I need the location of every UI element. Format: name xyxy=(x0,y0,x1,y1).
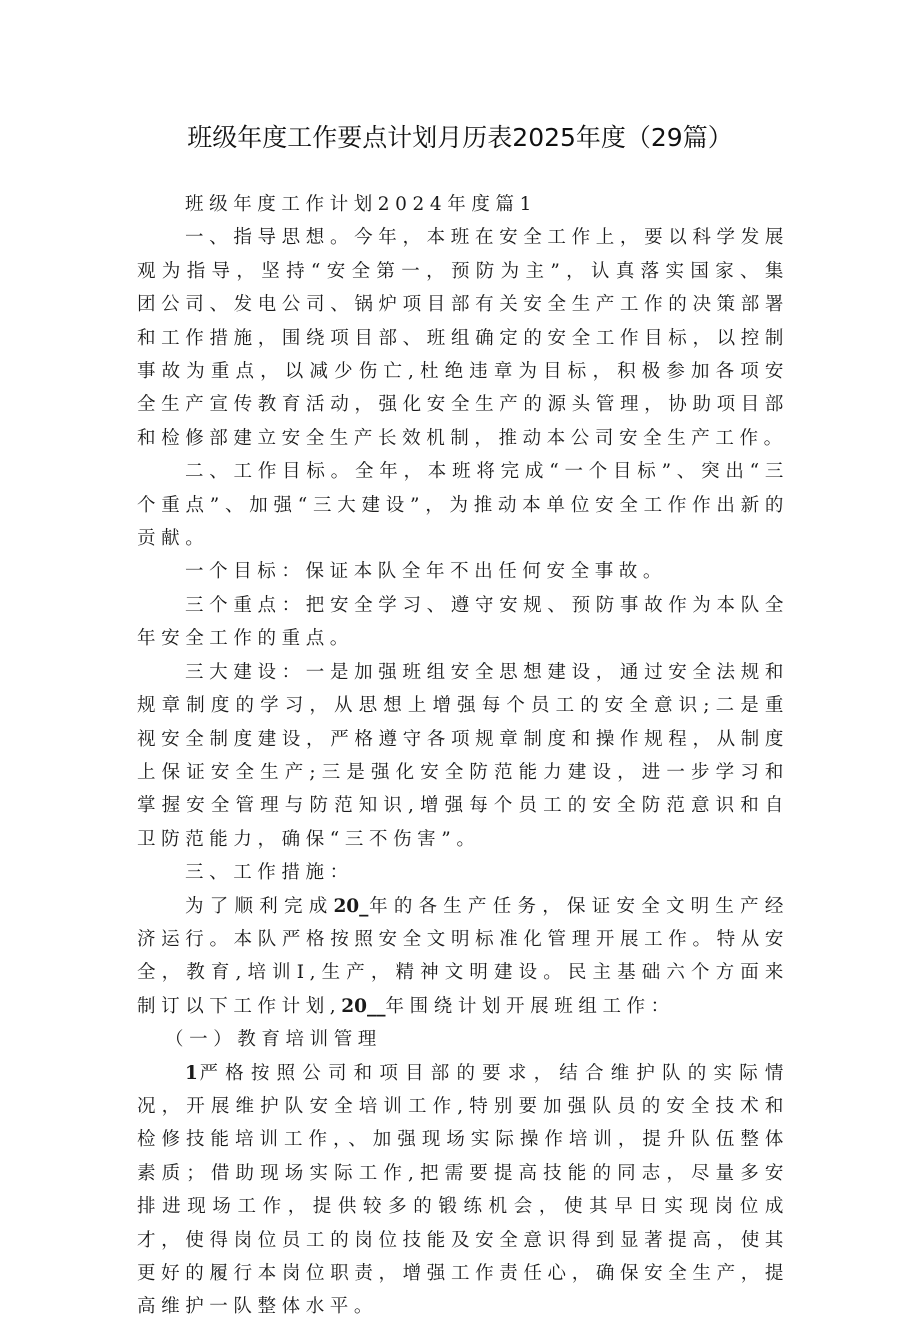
work-measures-text-2: 年的各生产任务，保证安全文明生产经济运行。本队严格按照安全文明标准化管理开展工作。特从安全，教育,培训I,生产，精神文明建设。民主基础六个方面来制订以下工作计划, xyxy=(137,895,789,1017)
paragraph-three-constructions: 三大建设：一是加强班组安全思想建设，通过安全法规和规章制度的学习，从思想上增强每个员工的安全意识;二是重视安全制度建设，严格遵守各项规章制度和操作规程，从制度上保证安全生产;三是强化安全防范能力建设，进一步学习和掌握安全管理与防范知识,增强每个员工的安全防范意识和自卫防范能力，确保“三不伤害”。 xyxy=(137,661,789,850)
section-heading: 班级年度工作计划2024年度篇1 xyxy=(185,194,537,215)
paragraph-work-measures-heading: 三、工作措施： xyxy=(185,862,354,884)
work-measures-text-3: 年围绕计划开展班组工作： xyxy=(385,995,675,1017)
item-number: 1 xyxy=(185,1062,198,1084)
year-placeholder-1: 20_ xyxy=(333,895,369,917)
paragraph-one-goal: 一个目标：保证本队全年不出任何安全事故。 xyxy=(185,561,668,583)
work-measures-text-1: 为了顺利完成 xyxy=(185,895,334,917)
document-body xyxy=(137,188,789,1324)
paragraph-education-training-heading: （一）教育培训管理 xyxy=(165,1029,382,1051)
paragraph-education-training-item-1 xyxy=(137,1057,789,1324)
paragraph-work-measures xyxy=(137,890,789,1024)
document-title: 班级年度工作要点计划月历表2025年度（29篇） xyxy=(187,123,733,152)
item-text: 严格按照公司和项目部的要求，结合维护队的实际情况，开展维护队安全培训工作,特别要加强队员的安全技术和检修技能培训工作，、加强现场实际操作培训，提升队伍整体素质；借助现场实际工作,把需要提高技能的同志，尽量多安排进现场工作，提供较多的锻练机会，使其早日实现岗位成才，使得岗位员工的岗位技能及安全意识得到显著提高，使其更好的履行本岗位职责，增强工作责任心，确保安全生产，提高维护一队整体水平。 xyxy=(137,1062,789,1318)
paragraph-work-goals: 二、工作目标。全年，本班将完成“一个目标”、突出“三个重点”、加强“三大建设”，为推动本单位安全工作作出新的贡献。 xyxy=(137,461,789,550)
year-placeholder-2: 20__ xyxy=(341,995,386,1017)
paragraph-three-focuses: 三个重点：把安全学习、遵守安规、预防事故作为本队全年安全工作的重点。 xyxy=(137,594,789,650)
paragraph-guiding-thought: 一、指导思想。今年，本班在安全工作上，要以科学发展观为指导，坚持“安全第一，预防为主”，认真落实国家、集团公司、发电公司、锅炉项目部有关安全生产工作的决策部署和工作措施，围绕项目部、班组确定的安全工作目标，以控制事故为重点，以减少伤亡,杜绝违章为目标，积极参加各项安全生产宣传教育活动，强化安全生产的源头管理，协助项目部和检修部建立安全生产长效机制，推动本公司安全生产工作。 xyxy=(137,227,789,449)
